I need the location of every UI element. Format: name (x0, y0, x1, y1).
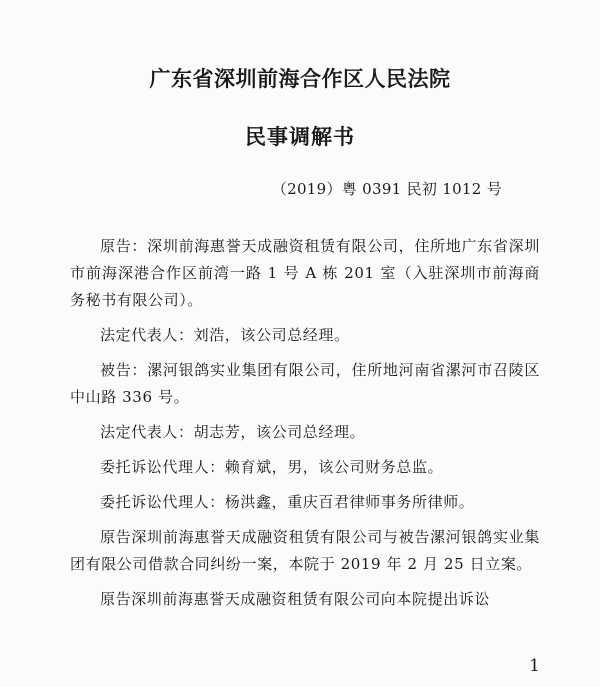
document-body (70, 233, 540, 621)
claim-paragraph: 原告深圳前海惠誉天成融资租赁有限公司向本院提出诉讼 (100, 590, 491, 608)
plaintiff-paragraph: 原告：深圳前海惠誉天成融资租赁有限公司，住所地广东省深圳市前海深港合作区前湾一路 1 号 A 栋 201 室（入驻深圳市前海商务秘书有限公司）。 (70, 237, 540, 309)
defendant-representative-paragraph: 法定代表人：胡志芳，该公司总经理。 (100, 423, 366, 441)
court-name-heading: 广东省深圳前海合作区人民法院 (149, 66, 451, 91)
case-number: （2019）粤 0391 民初 1012 号 (271, 180, 502, 198)
case-filing-paragraph: 原告深圳前海惠誉天成融资租赁有限公司与被告漯河银鸽实业集团有限公司借款合同纠纷一案，本院于 2019 年 2 月 25 日立案。 (70, 528, 540, 573)
defendant-paragraph: 被告：漯河银鸽实业集团有限公司，住所地河南省漯河市召陵区中山路 336 号。 (70, 361, 540, 406)
litigation-agent-paragraph: 委托诉讼代理人：杨洪鑫，重庆百君律师事务所律师。 (100, 493, 475, 511)
litigation-agent-paragraph: 委托诉讼代理人：赖育斌，男，该公司财务总监。 (100, 458, 444, 476)
plaintiff-representative-paragraph: 法定代表人：刘浩，该公司总经理。 (100, 326, 350, 344)
page-number: 1 (529, 656, 540, 676)
document-type-heading: 民事调解书 (245, 124, 355, 149)
